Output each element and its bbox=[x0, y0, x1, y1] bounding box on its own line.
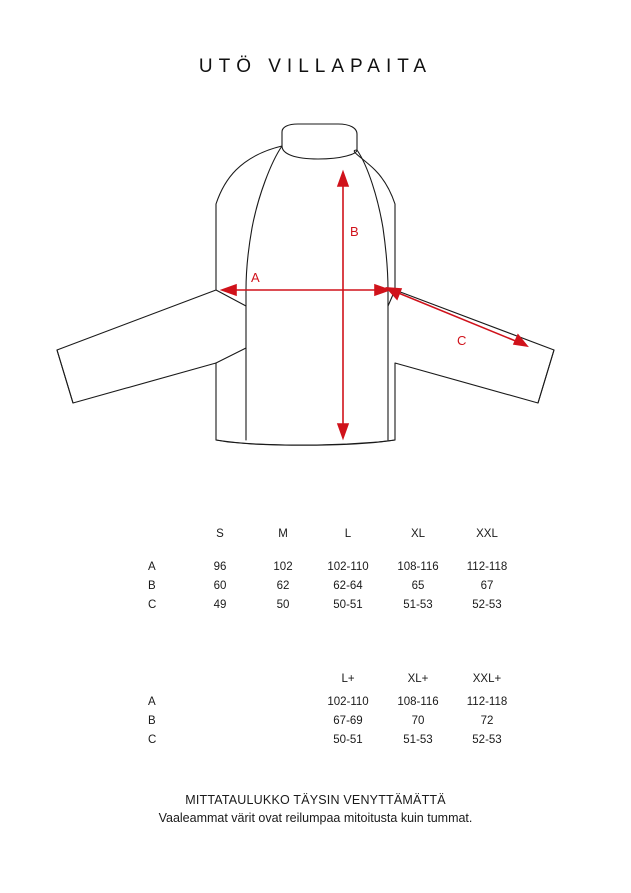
row-value: 72 bbox=[480, 715, 494, 727]
row-value: 96 bbox=[213, 561, 227, 573]
row-label: C bbox=[148, 599, 157, 611]
measure-label-c: C bbox=[457, 333, 467, 348]
row-value: 50-51 bbox=[333, 599, 363, 611]
row-value: 102-110 bbox=[327, 561, 369, 573]
size-table-primary bbox=[0, 525, 631, 615]
measure-label-a: A bbox=[251, 270, 260, 285]
table-header-row bbox=[0, 525, 631, 544]
header-cell-xxl-plus: XXL+ bbox=[472, 673, 502, 685]
row-value: 112-118 bbox=[466, 561, 508, 573]
row-label: B bbox=[148, 715, 156, 727]
row-value: 60 bbox=[213, 580, 227, 592]
row-value: 50-51 bbox=[333, 734, 363, 746]
table-header-row bbox=[0, 670, 631, 689]
header-cell-xl-plus: XL+ bbox=[407, 673, 429, 685]
page-title: UTÖ VILLAPAITA bbox=[198, 56, 433, 77]
measure-label-b: B bbox=[350, 224, 359, 239]
footer-line-2: Vaaleammat värit ovat reilumpaa mitoitusta kuin tummat. bbox=[158, 811, 473, 825]
footer-note bbox=[0, 793, 631, 825]
row-value: 52-53 bbox=[472, 734, 502, 746]
garment-diagram bbox=[0, 110, 631, 490]
row-value: 67-69 bbox=[333, 715, 363, 727]
row-value: 62-64 bbox=[333, 580, 363, 592]
row-value: 112-118 bbox=[466, 696, 508, 708]
row-value: 49 bbox=[213, 599, 227, 611]
header-cell-l: L bbox=[344, 528, 352, 540]
row-label: C bbox=[148, 734, 157, 746]
table-row bbox=[0, 731, 631, 750]
header-cell-xl: XL bbox=[410, 528, 426, 540]
header-cell-l-plus: L+ bbox=[341, 673, 355, 685]
table-row bbox=[0, 596, 631, 615]
row-label: B bbox=[148, 580, 156, 592]
measure-arrows bbox=[222, 172, 527, 438]
header-cell-s: S bbox=[216, 528, 224, 540]
row-value: 108-116 bbox=[397, 696, 439, 708]
table-row bbox=[0, 712, 631, 731]
row-value: 52-53 bbox=[472, 599, 502, 611]
measure-arrow-b bbox=[338, 172, 348, 438]
row-value: 102-110 bbox=[327, 696, 369, 708]
row-value: 51-53 bbox=[403, 734, 433, 746]
sweater-outline bbox=[57, 124, 554, 445]
row-value: 70 bbox=[411, 715, 425, 727]
header-cell-m: M bbox=[278, 528, 288, 540]
row-value: 65 bbox=[411, 580, 425, 592]
table-row bbox=[0, 577, 631, 596]
row-label: A bbox=[148, 696, 156, 708]
row-value: 50 bbox=[276, 599, 290, 611]
row-value: 67 bbox=[480, 580, 494, 592]
row-value: 102 bbox=[273, 561, 293, 573]
footer-line-1: MITTATAULUKKO TÄYSIN VENYTTÄMÄTTÄ bbox=[185, 793, 446, 807]
row-value: 62 bbox=[276, 580, 290, 592]
row-label: A bbox=[148, 561, 156, 573]
measure-letters bbox=[251, 224, 466, 348]
header-cell-xxl: XXL bbox=[476, 528, 498, 540]
table-row bbox=[0, 693, 631, 712]
table-row bbox=[0, 558, 631, 577]
measure-arrow-a bbox=[222, 285, 389, 295]
row-value: 51-53 bbox=[403, 599, 433, 611]
row-value: 108-116 bbox=[397, 561, 439, 573]
size-table-secondary bbox=[0, 670, 631, 750]
